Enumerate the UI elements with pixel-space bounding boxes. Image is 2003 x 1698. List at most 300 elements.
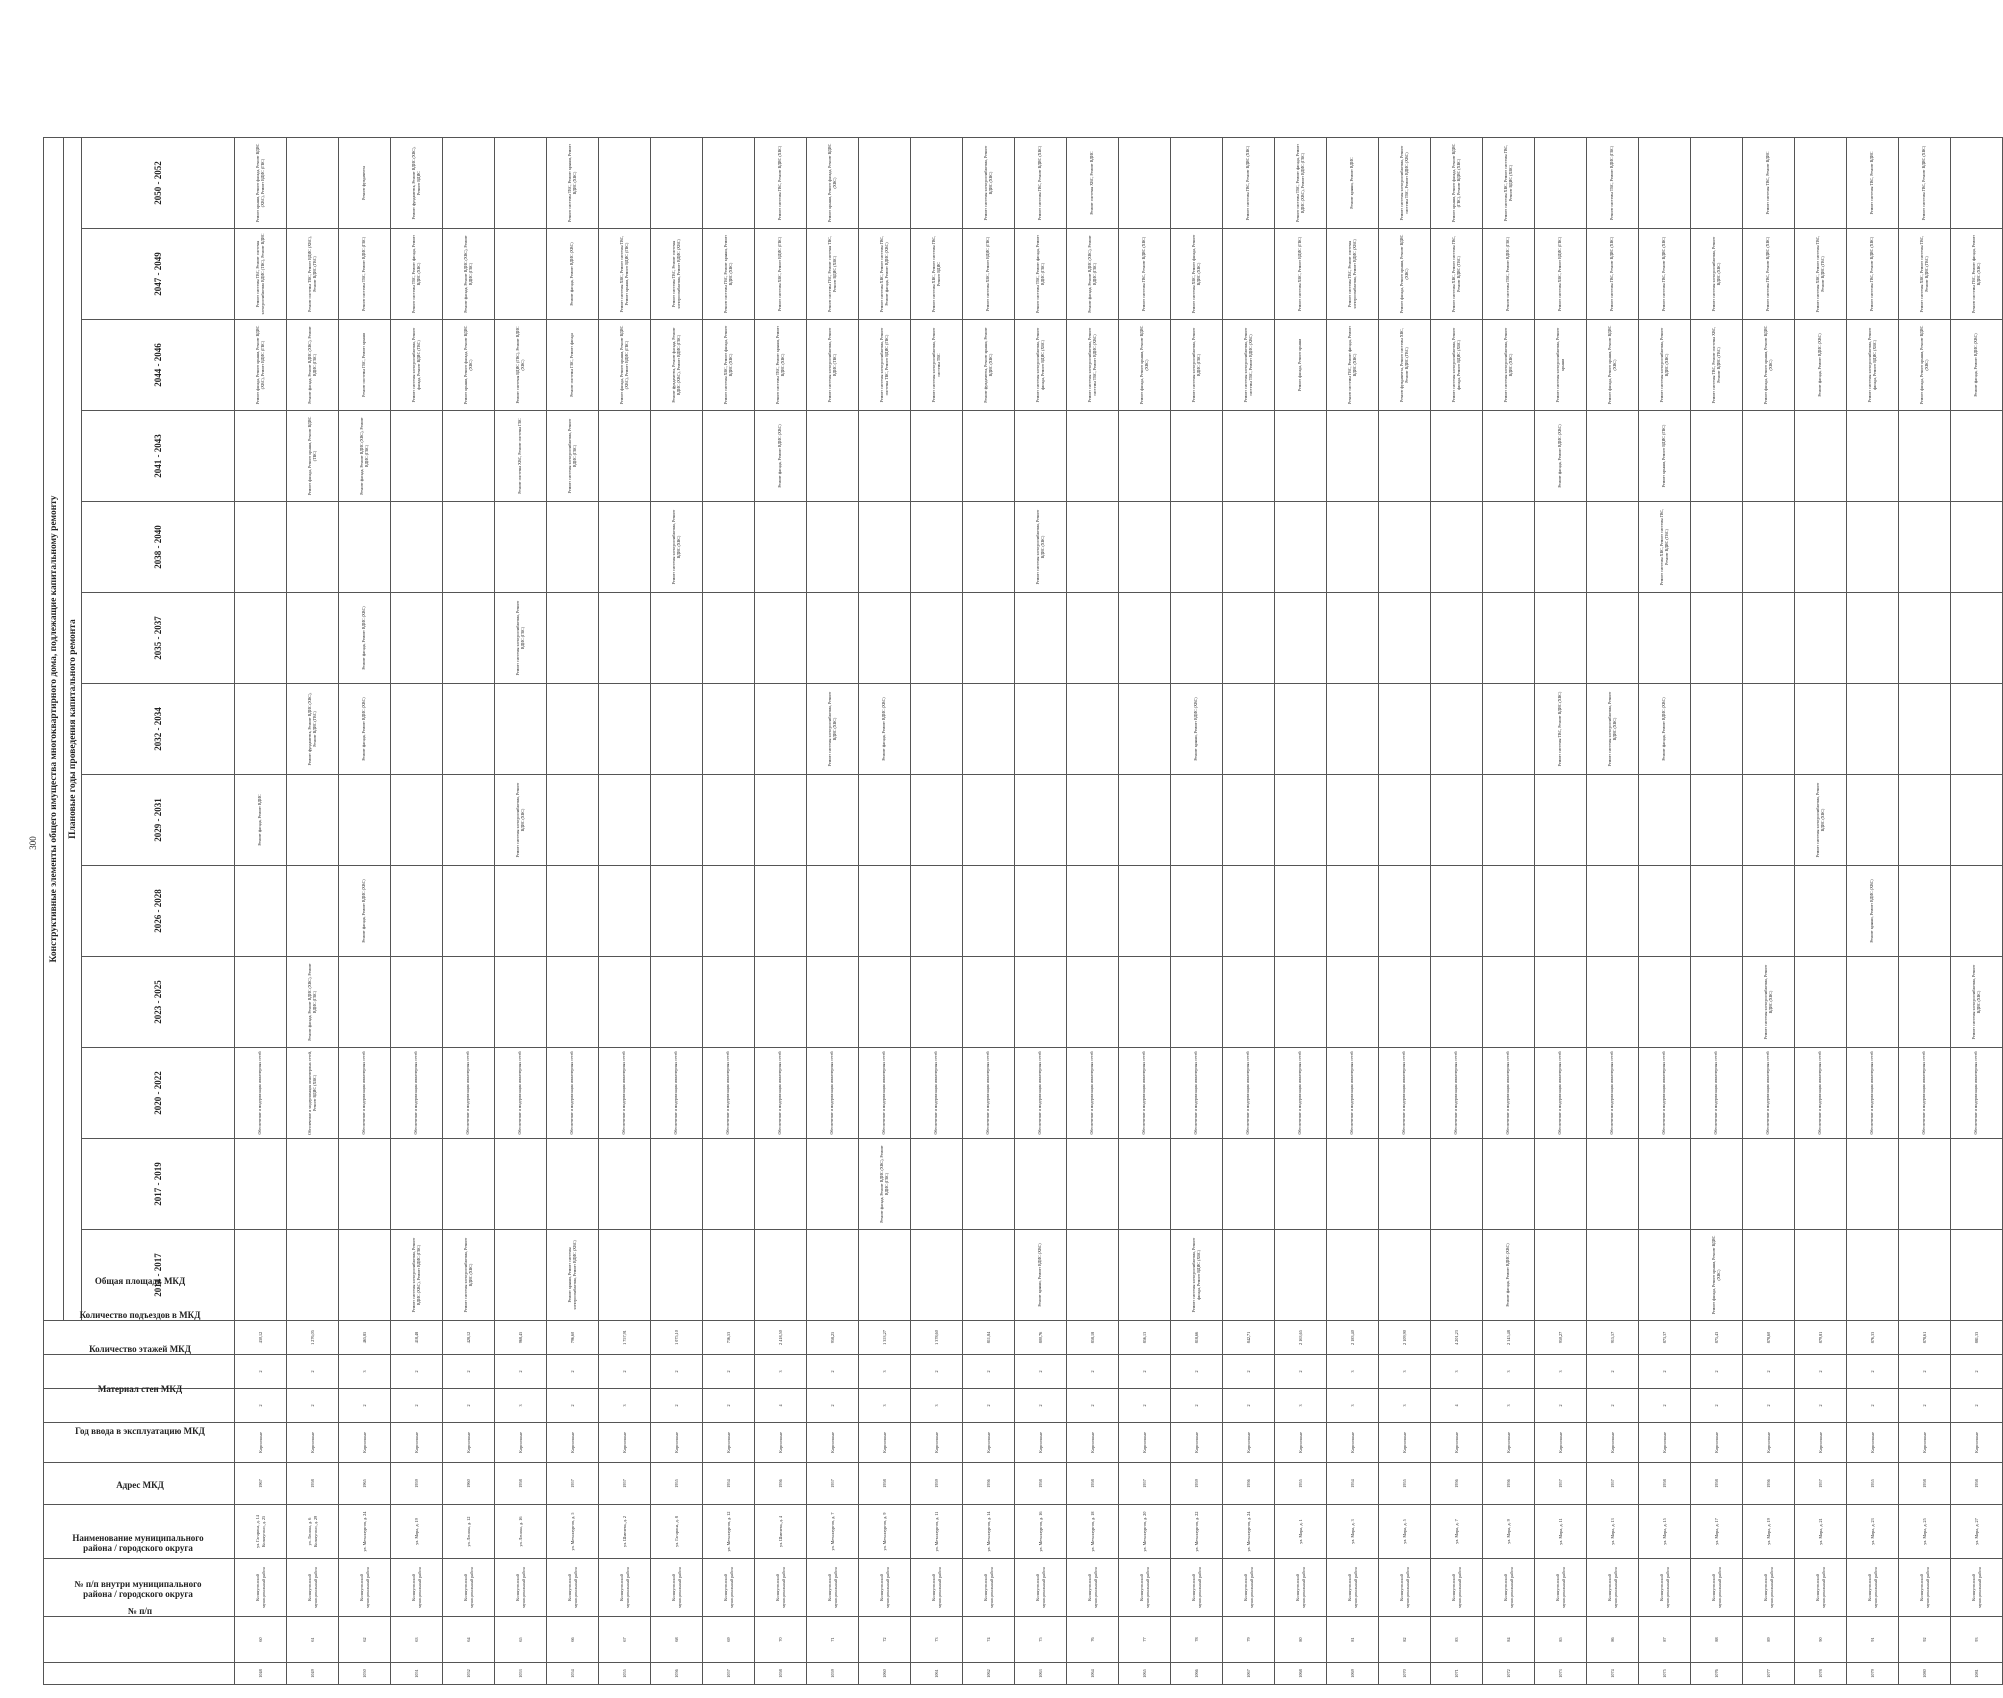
- row-period-cell: [1327, 502, 1379, 593]
- row-period-cell: Ремонт системы ГВС, Ремонт ВДИС (ХВС): [1223, 138, 1275, 229]
- row-material: Кирпичные: [651, 1423, 703, 1463]
- row-district: Кольчугинский муниципальный район: [1743, 1559, 1795, 1617]
- header-period: 2020 - 2022: [82, 1048, 235, 1139]
- row-period-cell: [339, 502, 391, 593]
- row-district-num: 75: [1015, 1617, 1067, 1663]
- row-material: Кирпичные: [703, 1423, 755, 1463]
- row-period-cell: Ремонт фасада, Ремонт крыши: [1275, 320, 1327, 411]
- row-num: 1051: [391, 1663, 443, 1685]
- row-address: ул. Мира, д. 19: [1743, 1505, 1795, 1559]
- row-district-num: 87: [1639, 1617, 1691, 1663]
- row-period-cell: Ремонт фундамента, Ремонт системы ХВС, Ремонт ВДИС (ГВС): [1379, 320, 1431, 411]
- row-period-cell: [703, 1230, 755, 1321]
- row-district-num: 83: [1431, 1617, 1483, 1663]
- row-district: Кольчугинский муниципальный район: [859, 1559, 911, 1617]
- row-period-cell: [1691, 866, 1743, 957]
- table-row: [859, 138, 911, 1685]
- row-material: Кирпичные: [235, 1423, 287, 1463]
- row-address: ул. Мира, д. 21: [1795, 1505, 1847, 1559]
- row-period-cell: [807, 502, 859, 593]
- row-period-cell: [911, 411, 963, 502]
- row-period-cell: [1639, 593, 1691, 684]
- row-period-cell: [1327, 411, 1379, 502]
- row-address: ул. Шмелева, д. 4: [755, 1505, 807, 1559]
- row-period-cell: [911, 1230, 963, 1321]
- row-district: Кольчугинский муниципальный район: [547, 1559, 599, 1617]
- row-period-cell: Ремонт системы ТВС, Ремонт системы электроснабжения, Ремонт ВДИС (ХВС): [651, 229, 703, 320]
- header-period: 2017 - 2019: [82, 1139, 235, 1230]
- row-period-cell: [1379, 775, 1431, 866]
- row-period-cell: Ремонт системы электроснабжения, Ремонт ВДИС (ГВС): [547, 411, 599, 502]
- row-period-cell: [755, 957, 807, 1048]
- row-district-num: 64: [443, 1617, 495, 1663]
- row-area: 968,45: [495, 1321, 547, 1355]
- row-period-cell: Ремонт системы электроснабжения, Ремонт фасада, Ремонт ВДИС (ХВС): [1847, 320, 1899, 411]
- row-area: 1 075,10: [651, 1321, 703, 1355]
- row-period-cell: Ремонт фасада, Ремонт крыши, Ремонт ВДИС (ХВС), Ремонт ВДИС (ГВС): [235, 320, 287, 411]
- row-district-num: 86: [1587, 1617, 1639, 1663]
- row-district: Кольчугинский муниципальный район: [1119, 1559, 1171, 1617]
- row-period-cell: [547, 1139, 599, 1230]
- row-year: 1957: [807, 1463, 859, 1505]
- row-entrances: 2: [807, 1355, 859, 1389]
- row-address: ул. Мира, д. 25: [1899, 1505, 1951, 1559]
- row-period-cell: [1483, 593, 1535, 684]
- row-period-cell: [1275, 1230, 1327, 1321]
- row-entrances: 2: [1223, 1355, 1275, 1389]
- row-period-cell: [703, 957, 755, 1048]
- row-period-cell: [807, 866, 859, 957]
- row-period-cell: Ремонт крыши, Ремонт ВДИС (ХВС): [1847, 866, 1899, 957]
- row-period-cell: [1691, 502, 1743, 593]
- row-year: 1957: [1795, 1463, 1847, 1505]
- row-period-cell: [1171, 957, 1223, 1048]
- row-material: Кирпичные: [287, 1423, 339, 1463]
- row-material: Кирпичные: [1483, 1423, 1535, 1463]
- row-period-cell: [1535, 138, 1587, 229]
- row-district-num: 71: [807, 1617, 859, 1663]
- row-period-cell: [911, 957, 963, 1048]
- table-row: [391, 138, 443, 1685]
- row-period-cell: [651, 411, 703, 502]
- row-year: 1960: [443, 1463, 495, 1505]
- row-period-cell: [1847, 502, 1899, 593]
- row-district: Кольчугинский муниципальный район: [1691, 1559, 1743, 1617]
- row-year: 1954: [703, 1463, 755, 1505]
- row-district-num: 60: [235, 1617, 287, 1663]
- row-period-cell: [859, 1230, 911, 1321]
- row-num: 1055: [599, 1663, 651, 1685]
- row-period-cell: [1171, 775, 1223, 866]
- row-floors: 3: [1327, 1389, 1379, 1423]
- row-period-cell: Ремонт фасада, Ремонт ВДИС: [235, 775, 287, 866]
- row-district: Кольчугинский муниципальный район: [235, 1559, 287, 1617]
- row-district-num: 70: [755, 1617, 807, 1663]
- row-period-cell: [1067, 411, 1119, 502]
- row-num: 1081: [1951, 1663, 2003, 1685]
- rotated-page-content: [43, 137, 1982, 1685]
- row-area: 881,33: [1951, 1321, 2003, 1355]
- row-period-cell: [1587, 593, 1639, 684]
- row-period-cell: [443, 684, 495, 775]
- row-period-cell: [1275, 593, 1327, 684]
- row-district: Кольчугинский муниципальный район: [1275, 1559, 1327, 1617]
- row-area: 958,25: [807, 1321, 859, 1355]
- row-period-cell: Ремонт системы ГВС, Ремонт крыши, Ремонт ВДИС (ХВС): [703, 229, 755, 320]
- row-period-cell: Ремонт системы электроснабжения, Ремонт ВДИС (ГВС): [495, 593, 547, 684]
- row-period-cell: [547, 502, 599, 593]
- row-material: Кирпичные: [1171, 1423, 1223, 1463]
- row-period-cell: [1483, 775, 1535, 866]
- row-year: 1958: [1015, 1463, 1067, 1505]
- row-period-cell: [443, 1139, 495, 1230]
- row-period-cell: Обеспечение и модернизация инженерных сетей: [1275, 1048, 1327, 1139]
- row-period-cell: [235, 593, 287, 684]
- row-period-cell: [1223, 502, 1275, 593]
- row-area: 800,76: [1015, 1321, 1067, 1355]
- row-period-cell: [1327, 1139, 1379, 1230]
- row-district-num: 78: [1171, 1617, 1223, 1663]
- row-district: Кольчугинский муниципальный район: [1639, 1559, 1691, 1617]
- row-period-cell: [443, 138, 495, 229]
- row-material: Кирпичные: [807, 1423, 859, 1463]
- row-period-cell: Ремонт системы ХВС, Ремонт ВДИС (ГВС): [1275, 229, 1327, 320]
- row-period-cell: Обеспечение и модернизация инженерных сетей: [599, 1048, 651, 1139]
- row-period-cell: [1067, 593, 1119, 684]
- row-area: 915,57: [1587, 1321, 1639, 1355]
- row-material: Кирпичные: [1223, 1423, 1275, 1463]
- row-period-cell: [1067, 866, 1119, 957]
- row-district-num: 93: [1951, 1617, 2003, 1663]
- row-period-cell: [1587, 775, 1639, 866]
- row-period-cell: Обеспечение и модернизация инженерных сетей: [963, 1048, 1015, 1139]
- row-num: 1072: [1483, 1663, 1535, 1685]
- row-floors: 3: [495, 1389, 547, 1423]
- row-district: Кольчугинский муниципальный район: [1223, 1559, 1275, 1617]
- row-address: ул. Металлургов, д. 5: [547, 1505, 599, 1559]
- table-row: [1483, 138, 1535, 1685]
- row-period-cell: [1015, 684, 1067, 775]
- row-period-cell: [1171, 502, 1223, 593]
- row-period-cell: [1327, 957, 1379, 1048]
- row-address: ул. Мира, д. 27: [1951, 1505, 2003, 1559]
- row-num: 1078: [1795, 1663, 1847, 1685]
- row-area: 818,66: [1171, 1321, 1223, 1355]
- row-period-cell: [1431, 502, 1483, 593]
- row-area: 950,27: [1535, 1321, 1587, 1355]
- row-num: 1075: [1639, 1663, 1691, 1685]
- row-num: 1070: [1379, 1663, 1431, 1685]
- row-period-cell: Ремонт системы электроснабжения, Ремонт ВДИС (ХВС): [443, 1230, 495, 1321]
- row-entrances: 3: [859, 1355, 911, 1389]
- row-entrances: 3: [339, 1355, 391, 1389]
- row-period-cell: Ремонт фасада, Ремонт ВДИС (ХВС), Ремонт ВДИС (ГВС): [287, 957, 339, 1048]
- row-period-cell: [911, 866, 963, 957]
- row-period-cell: [1119, 775, 1171, 866]
- row-area: 418,48: [391, 1321, 443, 1355]
- row-period-cell: [1067, 502, 1119, 593]
- row-period-cell: Ремонт системы электроснабжения, Ремонт ВДИС (ХВС): [495, 775, 547, 866]
- table-row: [703, 138, 755, 1685]
- row-period-cell: [963, 593, 1015, 684]
- header-year: Год ввода в эксплуатацию МКД: [44, 1463, 235, 1505]
- row-district-num: 63: [391, 1617, 443, 1663]
- table-row: [1431, 138, 1483, 1685]
- row-period-cell: Ремонт системы ГВС, Ремонт фасада, Ремонт ВДИС (ХВС): [1327, 320, 1379, 411]
- row-period-cell: [703, 866, 755, 957]
- row-period-cell: [1483, 957, 1535, 1048]
- row-num: 1057: [703, 1663, 755, 1685]
- row-period-cell: [1223, 229, 1275, 320]
- row-district: Кольчугинский муниципальный район: [287, 1559, 339, 1617]
- row-period-cell: [1171, 138, 1223, 229]
- row-entrances: 2: [287, 1355, 339, 1389]
- row-period-cell: [391, 684, 443, 775]
- row-period-cell: [235, 411, 287, 502]
- row-period-cell: [1691, 775, 1743, 866]
- row-period-cell: Ремонт крыши, Ремонт фасада, Ремонт ВДИС (ХВС): [443, 320, 495, 411]
- row-period-cell: Ремонт фасада, Ремонт ВДИС (ХВС), Ремонт ВДИС (ГВС): [339, 411, 391, 502]
- row-entrances: 2: [1171, 1355, 1223, 1389]
- row-material: Кирпичные: [1067, 1423, 1119, 1463]
- row-period-cell: Обеспечение и модернизация инженерных сетей: [1535, 1048, 1587, 1139]
- row-floors: 2: [1015, 1389, 1067, 1423]
- row-district-num: 65: [495, 1617, 547, 1663]
- row-entrances: 2: [1847, 1355, 1899, 1389]
- row-address: ул. Гагарина, д. 8: [651, 1505, 703, 1559]
- row-period-cell: [859, 957, 911, 1048]
- row-area: 2 109,90: [1379, 1321, 1431, 1355]
- row-address: ул. Мира, д. 13: [1587, 1505, 1639, 1559]
- row-period-cell: [1951, 684, 2003, 775]
- row-period-cell: [1275, 411, 1327, 502]
- row-period-cell: [391, 1139, 443, 1230]
- row-material: Кирпичные: [443, 1423, 495, 1463]
- row-material: Кирпичные: [1951, 1423, 2003, 1463]
- row-address: ул. Металлургов, д. 24: [1223, 1505, 1275, 1559]
- row-district: Кольчугинский муниципальный район: [1899, 1559, 1951, 1617]
- table-row: [1899, 138, 1951, 1685]
- row-material: Кирпичные: [339, 1423, 391, 1463]
- row-material: Кирпичные: [1327, 1423, 1379, 1463]
- row-period-cell: [1795, 1230, 1847, 1321]
- row-period-cell: [599, 684, 651, 775]
- table-row: [235, 138, 287, 1685]
- row-address: ул. Ленина, д. 12: [443, 1505, 495, 1559]
- row-period-cell: Обеспечение и модернизация инженерных сетей: [443, 1048, 495, 1139]
- row-period-cell: [963, 684, 1015, 775]
- row-period-cell: [1431, 684, 1483, 775]
- row-period-cell: [1639, 1139, 1691, 1230]
- row-year: 1956: [755, 1463, 807, 1505]
- row-period-cell: [651, 1139, 703, 1230]
- row-period-cell: [1119, 138, 1171, 229]
- header-period: 2014 - 2017: [82, 1230, 235, 1321]
- row-period-cell: [1899, 684, 1951, 775]
- row-period-cell: [495, 1230, 547, 1321]
- row-floors: 2: [1847, 1389, 1899, 1423]
- row-period-cell: Ремонт фасада, Ремонт крыши, Ремонт ВДИС (ХВС), Ремонт ВДИС (ГВС): [599, 320, 651, 411]
- row-period-cell: [1483, 1139, 1535, 1230]
- row-period-cell: [339, 1230, 391, 1321]
- row-period-cell: Обеспечение и модернизация инженерных сетей: [1223, 1048, 1275, 1139]
- row-period-cell: [755, 502, 807, 593]
- row-period-cell: [1899, 1139, 1951, 1230]
- row-period-cell: [1795, 684, 1847, 775]
- row-period-cell: [703, 502, 755, 593]
- row-period-cell: [1171, 866, 1223, 957]
- row-period-cell: Обеспечение и модернизация инженерных сетей: [1431, 1048, 1483, 1139]
- table-row: [1535, 138, 1587, 1685]
- row-material: Кирпичные: [963, 1423, 1015, 1463]
- row-period-cell: [1379, 411, 1431, 502]
- row-period-cell: Ремонт фасада, Ремонт ВДИС (ХВС), Ремонт ВДИС (ГВС): [859, 1139, 911, 1230]
- table-row: [1379, 138, 1431, 1685]
- row-period-cell: Ремонт системы электроснабжения, Ремонт системы ТВС, Ремонт ВДИС (ХВС): [1223, 320, 1275, 411]
- row-period-cell: [1483, 684, 1535, 775]
- row-period-cell: Ремонт системы электроснабжения, Ремонт системы ТВС: [911, 320, 963, 411]
- row-entrances: 2: [1067, 1355, 1119, 1389]
- row-floors: 2: [1795, 1389, 1847, 1423]
- row-floors: 2: [287, 1389, 339, 1423]
- row-material: Кирпичные: [1899, 1423, 1951, 1463]
- row-floors: 2: [235, 1389, 287, 1423]
- row-district: Кольчугинский муниципальный район: [1847, 1559, 1899, 1617]
- row-num: 1058: [755, 1663, 807, 1685]
- row-material: Кирпичные: [1795, 1423, 1847, 1463]
- row-period-cell: Ремонт системы электроснабжения, Ремонт ВДИС (ХВС): [651, 502, 703, 593]
- row-period-cell: [391, 411, 443, 502]
- row-period-cell: [1639, 866, 1691, 957]
- row-num: 1053: [495, 1663, 547, 1685]
- row-num: 1074: [1587, 1663, 1639, 1685]
- row-period-cell: [1587, 1139, 1639, 1230]
- row-period-cell: [1691, 684, 1743, 775]
- row-num: 1065: [1119, 1663, 1171, 1685]
- table-row: [443, 138, 495, 1685]
- row-period-cell: Ремонт системы ГВС, Ремонт фасада, Ремонт ВДИС (ХВС): [1951, 229, 2003, 320]
- row-num: 1069: [1327, 1663, 1379, 1685]
- row-period-cell: [235, 957, 287, 1048]
- row-entrances: 2: [1899, 1355, 1951, 1389]
- row-period-cell: Ремонт фундамента: [339, 138, 391, 229]
- row-period-cell: Ремонт системы электроснабжения, Ремонт системы ТВС, Ремонт ВДИС (ХВС): [1067, 320, 1119, 411]
- row-period-cell: [1535, 502, 1587, 593]
- row-district-num: 88: [1691, 1617, 1743, 1663]
- table-row: [1587, 138, 1639, 1685]
- row-period-cell: [1639, 1230, 1691, 1321]
- row-district-num: 74: [963, 1617, 1015, 1663]
- row-material: Кирпичные: [1639, 1423, 1691, 1463]
- row-period-cell: [963, 1139, 1015, 1230]
- row-period-cell: Ремонт системы ХВС, Ремонт системы ТВС, Ремонт ВДИС (ГВС): [1795, 229, 1847, 320]
- row-period-cell: [651, 684, 703, 775]
- row-period-cell: [1379, 866, 1431, 957]
- row-period-cell: [495, 138, 547, 229]
- row-period-cell: [1223, 1139, 1275, 1230]
- row-period-cell: [755, 775, 807, 866]
- row-floors: 2: [1743, 1389, 1795, 1423]
- row-district-num: 91: [1847, 1617, 1899, 1663]
- row-period-cell: Ремонт системы ХВС, Ремонт системы ГВС, Ремонт ВДИС (ТВС): [1639, 502, 1691, 593]
- row-year: 1958: [1067, 1463, 1119, 1505]
- row-floors: 3: [1483, 1389, 1535, 1423]
- row-address: ул. Ленина, д. 6 Кольчугино, д. 29: [287, 1505, 339, 1559]
- row-period-cell: [1275, 1139, 1327, 1230]
- row-address: ул. Мира, д. 7: [1431, 1505, 1483, 1559]
- row-period-cell: Ремонт системы электроснабжения, Ремонт системы ТВС, Ремонт ВДИС (ГВС): [859, 320, 911, 411]
- row-period-cell: Обеспечение и модернизация инженерных сетей: [1067, 1048, 1119, 1139]
- table-row: [1743, 138, 1795, 1685]
- row-district-num: 92: [1899, 1617, 1951, 1663]
- table-row: [1015, 138, 1067, 1685]
- row-period-cell: [339, 957, 391, 1048]
- row-entrances: 3: [1327, 1355, 1379, 1389]
- row-district: Кольчугинский муниципальный район: [1535, 1559, 1587, 1617]
- header-period: 2035 - 2037: [82, 593, 235, 684]
- row-floors: 3: [859, 1389, 911, 1423]
- header-period: 2023 - 2025: [82, 957, 235, 1048]
- table-row: [1691, 138, 1743, 1685]
- row-period-cell: Обеспечение и модернизация инженерных сетей: [1899, 1048, 1951, 1139]
- row-period-cell: [963, 957, 1015, 1048]
- row-area: 2 163,65: [1275, 1321, 1327, 1355]
- row-period-cell: [1483, 866, 1535, 957]
- header-district-num: № п/п внутри муниципального района / городского округа: [44, 1617, 235, 1663]
- row-entrances: 2: [1275, 1355, 1327, 1389]
- row-address: ул. Шмелева, д. 2: [599, 1505, 651, 1559]
- row-period-cell: [1639, 775, 1691, 866]
- row-address: ул. Мира, д. 9: [1483, 1505, 1535, 1559]
- row-address: ул. Мира, д. 11: [1535, 1505, 1587, 1559]
- row-period-cell: [391, 593, 443, 684]
- header-entrances: Количество подъездов в МКД: [44, 1355, 235, 1389]
- row-entrances: 2: [599, 1355, 651, 1389]
- capital-repair-table: [43, 137, 2003, 1685]
- row-period-cell: [599, 593, 651, 684]
- row-period-cell: [1379, 593, 1431, 684]
- row-entrances: 2: [443, 1355, 495, 1389]
- row-period-cell: Ремонт фасада, Ремонт ВДИС (ХВС): [1639, 684, 1691, 775]
- row-num: 1073: [1535, 1663, 1587, 1685]
- row-address: ул. Металлургов, д. 11: [911, 1505, 963, 1559]
- row-period-cell: [1795, 866, 1847, 957]
- row-period-cell: Обеспечение и модернизация инженерных сетей: [1483, 1048, 1535, 1139]
- row-area: 1 378,60: [911, 1321, 963, 1355]
- row-period-cell: [1691, 411, 1743, 502]
- row-period-cell: [1743, 1139, 1795, 1230]
- row-period-cell: [1379, 684, 1431, 775]
- row-period-cell: Ремонт системы электроснабжения, Ремонт ВДИС (ХВС): [1587, 684, 1639, 775]
- row-material: Кирпичные: [1431, 1423, 1483, 1463]
- row-period-cell: [1119, 411, 1171, 502]
- row-period-cell: [1119, 1230, 1171, 1321]
- row-district: Кольчугинский муниципальный район: [1795, 1559, 1847, 1617]
- row-period-cell: [547, 593, 599, 684]
- row-period-cell: Ремонт системы ТВС, Ремонт крыши, Ремонт ВДИС (ХВС): [755, 320, 807, 411]
- row-district: Кольчугинский муниципальный район: [651, 1559, 703, 1617]
- row-floors: 2: [1691, 1389, 1743, 1423]
- table-row: [755, 138, 807, 1685]
- row-period-cell: Ремонт системы ГВС, Ремонт ВДИС (ХВС): [1743, 229, 1795, 320]
- row-period-cell: [1535, 957, 1587, 1048]
- row-material: Кирпичные: [859, 1423, 911, 1463]
- row-period-cell: [495, 684, 547, 775]
- table-row: [1171, 138, 1223, 1685]
- row-floors: 2: [963, 1389, 1015, 1423]
- row-period-cell: [703, 593, 755, 684]
- header-period: 2047 - 2049: [82, 229, 235, 320]
